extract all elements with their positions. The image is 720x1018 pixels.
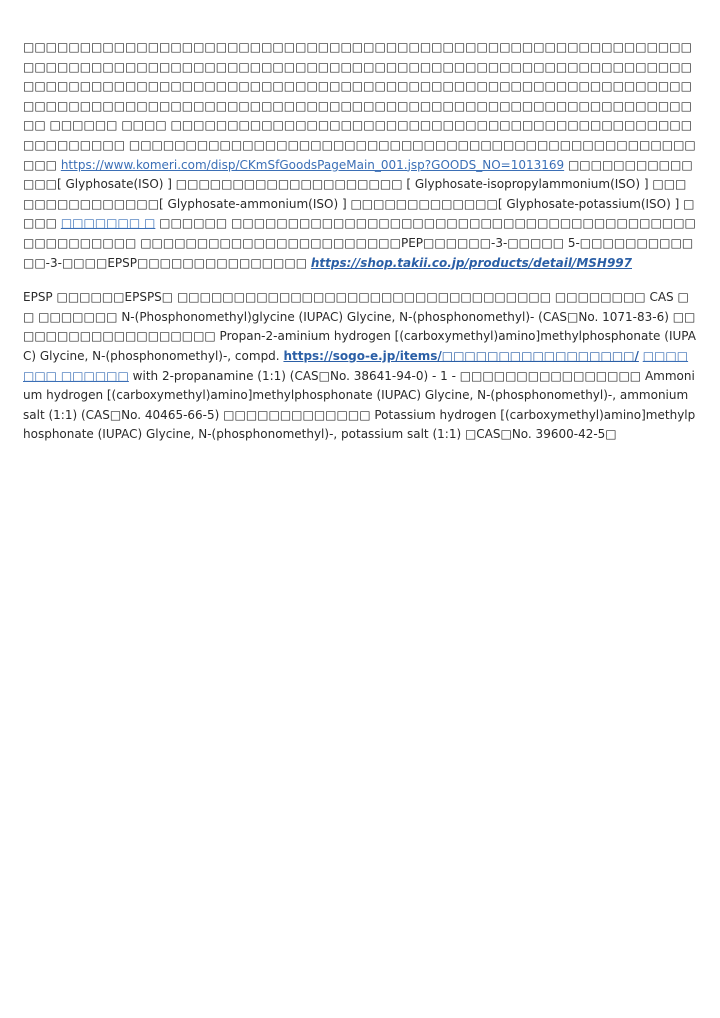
paragraph-1-text-b: □□□□□□□□□□□□□□[ Glyphosate(ISO) ] □□□□□□□□□□□□□□□□□□□□ [ Glyphosate-isopropylammonium(ISO) ] □□□□□□□□□□□□□□□[ Glyphosate-ammonium(ISO) ] □□□□□□□□□□□□□[ Glyphosate-potassium(ISO) ] □□□□ (23, 157, 695, 231)
komeri-link[interactable]: https://www.komeri.com/disp/CKmSfGoodsPageMain_001.jsp?GOODS_NO=1013169 (60, 157, 565, 172)
paragraph-1-text-a: □□□□□□□□□□□□□□□□□□□□□□□□□□□□□□□□□□□□□□□□□□□□□□□□□□□□□□□□□□□□□□□□□□□□□□□□□□□□□□□□□□□□□□□□□□□□□□□□□□□□□□□□□□□□□□□□□□□□□□□□□□□□□□□□□□□□□□□□□□□□□□□□□□□□□□□□□□□□□□□□□□□□□□□□□□□□□□□□□□□□□□□□□□□□□□□□□□□□□□□□□□□□□□□□□□□□□□□□□□□□□□□□□□□□□□□□□□□□□□ □□□□□□ □□□□ □□□□□□□□□□□□□□□□□□□□□□□□□□□□□□□□□□□□□□□□□□□□□□□□□□□□□□□ □□□□□□□□□□□□□□□□□□□□□□□□□□□□□□□□□□□□□□□□□□□□□□□□□□□□□ (23, 40, 696, 172)
paragraph-2 (23, 288, 697, 445)
inline-link-2[interactable]: □□□□□□□ □□□□□□ (23, 348, 689, 383)
paragraph-1 (23, 38, 697, 273)
paragraph-2-text-c: with 2-propanamine (1:1) (CAS□No. 38641-94-0) - 1 - □□□□□□□□□□□□□□□□ Ammonium hydrogen [(carboxymethyl)amino]methylphosphonate (IUPAC) Glycine, N-(phosphonomethyl)-, ammonium salt (1:1) (CAS□No. 40465-66-5) □□□□□□□□□□□□□ Potassium hydrogen [(carboxymethyl)amino]methylphosphonate (IUPAC) Glycine, N-(phosphonomethyl)-, potassium salt (1:1) □CAS□No. 39600-42-5□ (23, 368, 696, 442)
document-page (23, 38, 697, 445)
sogo-link[interactable]: https://sogo-e.jp/items/□□□□□□□□□□□□□□□□□/ (283, 348, 639, 363)
paragraph-1-text-c: □□□□□□ □□□□□□□□□□□□□□□□□□□□□□□□□□□□□□□□□□□□□□□□□□□□□□□□□□□ □□□□□□□□□□□□□□□□□□□□□□□PEP□□□□□□-3-□□□□□ 5-□□□□□□□□□□□□-3-□□□□EPSP□□□□□□□□□□□□□□□ (23, 216, 696, 270)
paragraph-2-text-a: EPSP □□□□□□EPSPS□ □□□□□□□□□□□□□□□□□□□□□□□□□□□□□□□□□ □□□□□□□□ CAS □□ □□□□□□□ N-(Phosphonomethyl)glycine (IUPAC) Glycine, N-(phosphonomethyl)- (CAS□No. 1071-83-6) □□□□□□□□□□□□□□□□□□□ Propan-2-aminium hydrogen [(carboxymethyl)amino]methylphosphonate (IUPAC) Glycine, N-(phosphonomethyl)-, compd. (23, 290, 696, 363)
takii-link[interactable]: https://shop.takii.co.jp/products/detail/MSH997 (310, 255, 632, 270)
inline-link-1[interactable]: □□□□□□□ □ (60, 216, 156, 231)
